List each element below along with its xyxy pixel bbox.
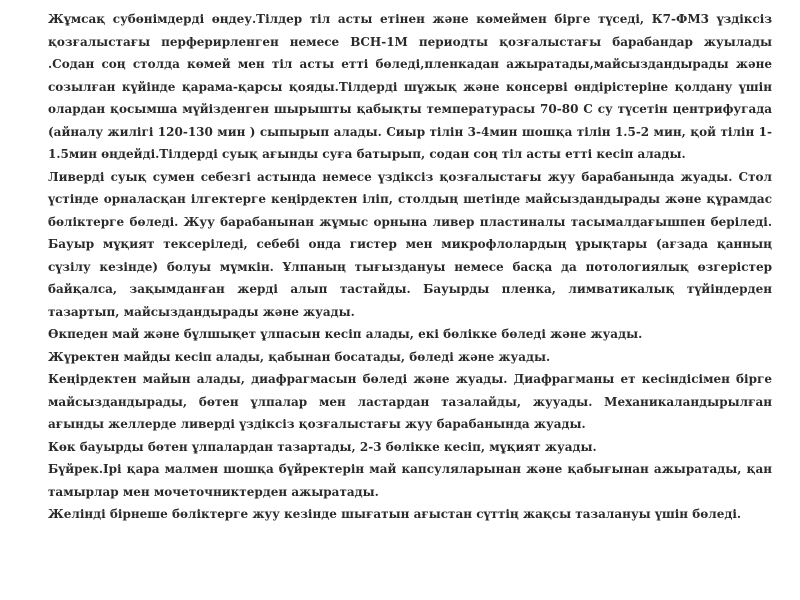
paragraph-kidneys: Бүйрек.Ірі қара малмен шошқа бүйректерін май капсуляларынан және қабығынан ажыратады, қан тамырлар мен мочеточниктерден ажыратады. — [48, 462, 772, 499]
paragraph-trachea-diaphragm: Кеңірдектен майын алады, диафрагмасын бөледі және жуады. Диафрагманы ет кесіндісімен бірге майсыздандырады, бөтен ұлпалар мен ластардан тазалайды, жууады. Механикаландырылған ағынды желлерде ливерді үздіксіз қозғалыстағы жуу барабанында жуады. — [48, 372, 772, 431]
document-body — [48, 8, 772, 526]
paragraph-udder: Желінді бірнеше бөліктерге жуу кезінде шығатын ағыстан сүттің жақсы тазалануы үшін бөледі. — [48, 507, 742, 521]
paragraph-heart: Жүректен майды кесіп алады, қабынан босатады, бөледі және жуады. — [48, 349, 551, 364]
paragraph-spleen: Көк бауырды бөтен ұлпалардан тазартады, 2-3 бөлікке кесіп, мұқият жуады. — [48, 439, 597, 454]
paragraph-lungs: Өкпеден май және бұлшықет ұлпасын кесіп алады, екі бөлікке бөледі және жуады. — [48, 327, 643, 341]
paragraph-liver-washing: Ливерді суық сумен себезгі астында немесе үздіксіз қозғалыстағы жуу барабанында жуады. Стол үстінде орналасқан ілгектерге кеңірдектен іліп, столдың шетінде майсыздандырады және құрамдас бөліктерге бөледі. Жуу барабанынан жұмыс орнына ливер пластиналы тасымалдағышпен беріледі. Бауыр мұқият тексеріледі, себебі онда гистер мен микрофлолардың ұрықтары (ағзада қанның сүзілу кезінде) болуы мүмкін. Ұлпаның тығыздануы немесе басқа да потологиялық өзгерістер байқалса, зақымданған жерді алып тастайды. Бауырды пленка, лимватикалық түйіндерден тазартып, майсыздандырады және жуады. — [48, 169, 772, 319]
paragraph-tongue-processing: Жұмсақ субөнімдерді өңдеу.Тілдер тіл асты етінен және көмеймен бірге түседі, К7-ФМ3 үздіксіз қозғалыстағы перферирленген немесе ВСН-1М периодты қозғалыстағы барабандар жуылады .Содан соң столда көмей мен тіл асты етті бөледі,пленкадан ажыратады,майсыздандырады және созылған күйінде қарама-қарсы қояды.Тілдерді шұжық және консерві өндірістеріне қолдану үшін олардан қосымша мүйізденген шырышты қабықты температурасы 70-80 С су түсетін центрифугада (айналу жилігі 120-130 мин ) сыпырып алады. Сиыр тілін 3-4мин шошқа тілін 1.5-2 мин, қой тілін 1-1.5мин өңдейді.Тілдерді суық ағынды суға батырып, содан соң тіл асты етті кесіп алады. — [48, 12, 772, 161]
